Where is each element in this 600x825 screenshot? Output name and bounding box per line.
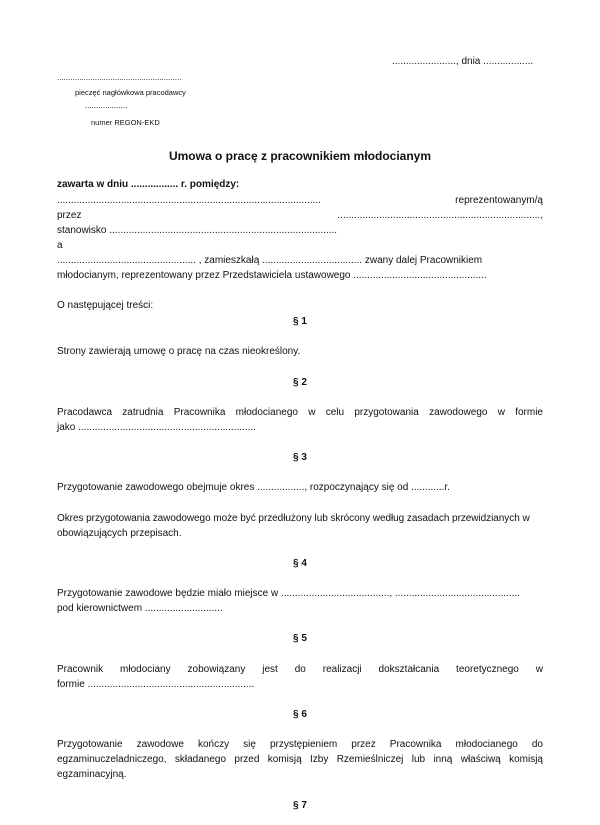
section-3-text-1: Przygotowanie zawodowego obejmuje okres ................., rozpoczynający się od ............r. bbox=[57, 482, 450, 493]
section-3-text-2-line-2: obowiązujących przepisach. bbox=[57, 528, 182, 539]
employer-stamp-caption: pieczęć nagłówkowa pracodawcy bbox=[75, 88, 186, 97]
section-6-text-line-2: egzaminuczeladniczego, składanego przed komisją Izby Rzemieślniczej lub inną właściwą komisją bbox=[57, 754, 543, 765]
party-line-2-start: przez bbox=[57, 210, 82, 221]
employee-line: .................................................. , zamieszkałą .................................... zwany dalej Pracownikiem bbox=[57, 255, 483, 266]
section-1-heading: § 1 bbox=[293, 316, 307, 327]
party-line-1-end: reprezentowanym/ą bbox=[455, 195, 543, 206]
section-2-heading: § 2 bbox=[293, 377, 307, 388]
section-5-text-line-1: Pracownik młodociany zobowiązany jest do realizacji dokształcania teoretycznego w bbox=[57, 664, 543, 675]
party-line-1-dots: ............................................................................................... bbox=[57, 195, 321, 206]
representative-line: młodocianym, reprezentowany przez Przedstawiciela ustawowego ................................................ bbox=[57, 270, 487, 281]
section-5-text-line-2: formie ............................................................ bbox=[57, 679, 255, 690]
section-7-heading: § 7 bbox=[293, 800, 307, 811]
section-4-text-line-1: Przygotowanie zawodowe będzie miało miejsce w ......................................., ............................................. bbox=[57, 588, 520, 599]
section-2-text-line-2: jako ................................................................ bbox=[57, 422, 256, 433]
section-1-text: Strony zawierają umowę o pracę na czas nieokreślony. bbox=[57, 346, 301, 357]
party-line-2 bbox=[57, 210, 543, 221]
section-3-text-2-line-1: Okres przygotowania zawodowego może być przedłużony lub skrócony według zasadach przewidzianych w bbox=[57, 513, 530, 524]
party-line-1 bbox=[57, 195, 543, 206]
section-2-text-line-1: Pracodawca zatrudnia Pracownika młodocianego w celu przygotowania zawodowego w formie bbox=[57, 407, 543, 418]
party-line-2-dots: ........................................................................., bbox=[337, 210, 543, 221]
regon-line: ................... bbox=[85, 101, 128, 110]
concluded-date-line: zawarta w dniu ................. r. pomiędzy: bbox=[57, 179, 240, 190]
document-title: Umowa o pracę z pracownikiem młodocianym bbox=[168, 149, 432, 163]
section-5-heading: § 5 bbox=[293, 633, 307, 644]
section-4-heading: § 4 bbox=[293, 558, 307, 569]
and-line: a bbox=[57, 240, 63, 251]
section-6-heading: § 6 bbox=[293, 709, 307, 720]
section-3-heading: § 3 bbox=[293, 452, 307, 463]
position-line: stanowisko .................................................................................. bbox=[57, 225, 338, 236]
section-6-text-line-3: egzaminacyjną. bbox=[57, 769, 127, 780]
employer-stamp-line: ........................................................ bbox=[57, 73, 182, 82]
regon-caption: numer REGON-EKD bbox=[91, 118, 160, 127]
section-6-text-line-1: Przygotowanie zawodowe kończy się przystępieniem przez Pracownika młodocianego do bbox=[57, 739, 543, 750]
section-4-text-line-2: pod kierownictwem ............................ bbox=[57, 603, 223, 614]
place-date-line: ......................., dnia .................. bbox=[392, 56, 534, 67]
content-intro: O następującej treści: bbox=[57, 300, 154, 311]
